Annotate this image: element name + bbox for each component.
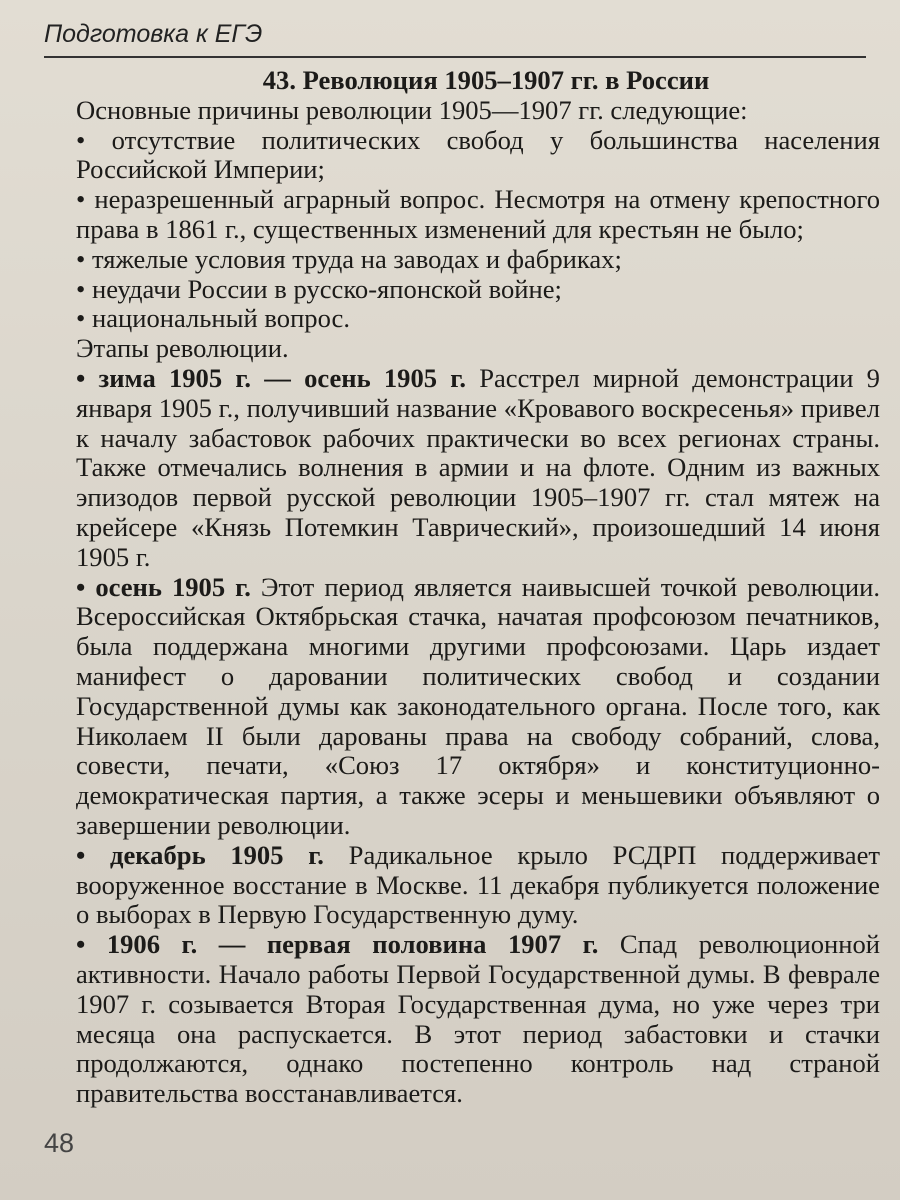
stage-paragraph xyxy=(76,930,880,1109)
stage-paragraph xyxy=(76,841,880,930)
stages-heading: Этапы революции. xyxy=(76,333,289,364)
stage-label: • зима 1905 г. — осень 1905 г. xyxy=(76,362,466,393)
stage-paragraph xyxy=(76,573,880,841)
cause-item: • отсутствие политических свобод у большинства населения Российской Империи; xyxy=(76,124,880,185)
stage-label: • осень 1905 г. xyxy=(76,571,251,602)
cause-item: • неразрешенный аграрный вопрос. Несмотря на отмену крепостного права в 1861 г., существенных изменений для крестьян не было; xyxy=(76,184,880,244)
stage-text: Расстрел мирной демонстрации 9 января 1905 г., получивший название «Кровавого воскресенья» привел к началу забастовок рабочих практически во всех регионах страны. Также отмечались волнения в армии и на флоте. Одним из важных эпизодов первой русской революции 1905–1907 гг. стал мятеж на крейсере «Князь Потемкин Таврический», произошедший 14 июня 1905 г. xyxy=(76,362,880,572)
stage-text: Спад революционной активности. Начало работы Первой Государственной думы. В феврале 1907 г. созывается Вторая Государственная дума, но уже через три месяца она распускается. В этот период забастовки и стачки продолжаются, однако постепенно контроль над страной правительства восстанавливается. xyxy=(76,929,881,1109)
cause-item: • национальный вопрос. xyxy=(76,303,351,334)
stage-label: • 1906 г. — первая половина 1907 г. xyxy=(76,929,599,960)
stage-text: Этот период является наивысшей точкой революции. Всероссийская Октябрьская стачка, начатая профсоюзом печатников, была поддержана многими другими профсоюзами. Царь издает манифест о даровании политических свобод и создании Государственной думы как законодательного органа. После того, как Николаем II были дарованы права на свободу собраний, слова, совести, печати, «Союз 17 октября» и конституционно-демократическая партия, а также эсеры и меньшевики объявляют о завершении революции. xyxy=(76,571,880,840)
running-head: Подготовка к ЕГЭ xyxy=(44,20,263,48)
cause-item: • неудачи России в русско-японской войне; xyxy=(76,273,562,304)
header-rule xyxy=(44,56,866,58)
section-body xyxy=(76,66,880,1109)
stage-paragraph xyxy=(76,364,880,573)
cause-item: • тяжелые условия труда на заводах и фабриках; xyxy=(76,243,622,274)
causes-intro: Основные причины революции 1905—1907 гг. следующие: xyxy=(76,94,748,125)
stage-label: • декабрь 1905 г. xyxy=(76,839,324,870)
stage-text: Радикальное крыло РСДРП поддерживает вооруженное восстание в Москве. 11 декабря публикуется положение о выборах в Первую Государственную думу. xyxy=(76,839,880,930)
section-title: 43. Революция 1905–1907 гг. в России xyxy=(262,65,710,95)
page-number: 48 xyxy=(44,1128,75,1158)
